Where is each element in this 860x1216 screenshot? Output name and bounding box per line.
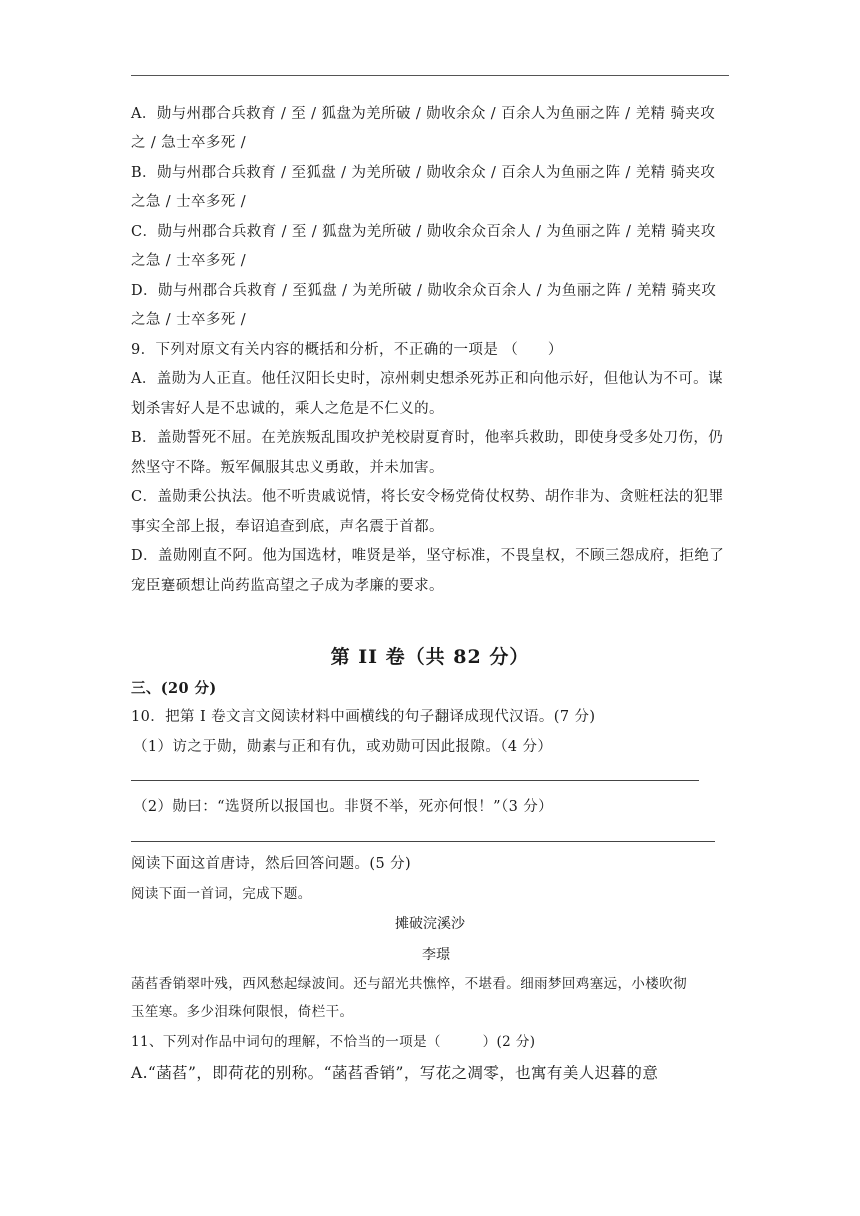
q9-stem: 9．下列对原文有关内容的概括和分析，不正确的一项是 （ ）: [131, 342, 563, 358]
poem-intro-2: 阅读下面一首词，完成下题。: [131, 886, 312, 902]
q8-option-a-line2: 之 / 急士卒多死 /: [131, 135, 246, 151]
q9-option-d-line1: D．盖勋刚直不阿。他为国选材，唯贤是举，坚守标准，不畏皇权，不顾三怨成府，拒绝了: [131, 548, 725, 564]
q8-option-c-line2: 之急 / 士卒多死 /: [131, 253, 246, 269]
poem-line-2: 玉笙寒。多少泪珠何限恨，倚栏干。: [131, 1004, 354, 1020]
q8-option-b-line1: B．勋与州郡合兵救育 / 至狐盘 / 为羌所破 / 勋收余众 / 百余人为鱼丽之阵 / 羌精 骑夹攻: [131, 165, 716, 181]
poem-author: 李璟: [422, 947, 450, 963]
q10-sentence-2: （2）勋曰：“选贤所以报国也。非贤不举，死亦何恨！”（3 分）: [133, 799, 554, 815]
q8-option-b-line2: 之急 / 士卒多死 /: [131, 194, 246, 210]
part2-title: 第 II 卷（共 82 分）: [330, 646, 530, 668]
poem-intro-1: 阅读下面这首唐诗，然后回答问题。(5 分): [131, 856, 412, 872]
q9-option-b-line2: 然坚守不降。叛军佩服其忠义勇敢，并未加害。: [131, 460, 444, 476]
q9-option-a-line2: 划杀害好人是不忠诚的，乘人之危是不仁义的。: [131, 401, 444, 417]
q9-option-d-line2: 宠臣蹇硕想让尚药监高望之子成为孝廉的要求。: [131, 578, 444, 594]
poem-line-1: 菡萏香销翠叶残，西风愁起绿波间。还与韶光共憔悴，不堪看。细雨梦回鸡塞远，小楼吹彻: [131, 976, 687, 992]
q8-option-c-line1: C．勋与州郡合兵救育 / 至 / 狐盘为羌所破 / 勋收余众百余人 / 为鱼丽之阵 / 羌精 骑夹攻: [131, 224, 716, 240]
q10-sentence-1: （1）访之于勋，勋素与正和有仇，或劝勋可因此报隙。（4 分）: [133, 739, 553, 755]
q9-option-a-line1: A．盖勋为人正直。他任汉阳长史时，凉州刺史想杀死苏正和向他示好，但他认为不可。谋: [131, 371, 723, 387]
header-rule: [131, 75, 729, 76]
q9-option-c-line2: 事实全部上报，奉诏追查到底，声名震于首都。: [131, 519, 444, 535]
q9-option-b-line1: B．盖勋誓死不屈。在羌族叛乱围攻护羌校尉夏育时，他率兵救助，即使身受多处刀伤，仍: [131, 430, 724, 446]
q8-option-a-line1: A．勋与州郡合兵救育 / 至 / 狐盘为羌所破 / 勋收余众 / 百余人为鱼丽之阵 / 羌精 骑夹攻: [131, 106, 716, 122]
q9-option-c-line1: C．盖勋秉公执法。他不听贵戚说情，将长安令杨党倚仗权势、胡作非为、贪赃枉法的犯罪: [131, 489, 724, 505]
q10-stem: 10．把第 I 卷文言文阅读材料中画横线的句子翻译成现代汉语。(7 分): [131, 709, 596, 725]
answer-line-1[interactable]: [131, 780, 699, 781]
section3-heading: 三、(20 分): [131, 680, 217, 697]
q11-option-a-line1: A.“菡萏”，即荷花的别称。“菡萏香销”，写花之凋零，也寓有美人迟暮的意: [131, 1064, 659, 1082]
q8-option-d-line2: 之急 / 士卒多死 /: [131, 312, 246, 328]
q8-option-d-line1: D．勋与州郡合兵救育 / 至狐盘 / 为羌所破 / 勋收余众百余人 / 为鱼丽之阵 / 羌精 骑夹攻: [131, 283, 717, 299]
q11-stem: 11、下列对作品中词句的理解，不恰当的一项是（ ）(2 分): [131, 1034, 536, 1050]
poem-title: 摊破浣溪沙: [395, 916, 465, 932]
answer-line-2[interactable]: [131, 841, 715, 842]
